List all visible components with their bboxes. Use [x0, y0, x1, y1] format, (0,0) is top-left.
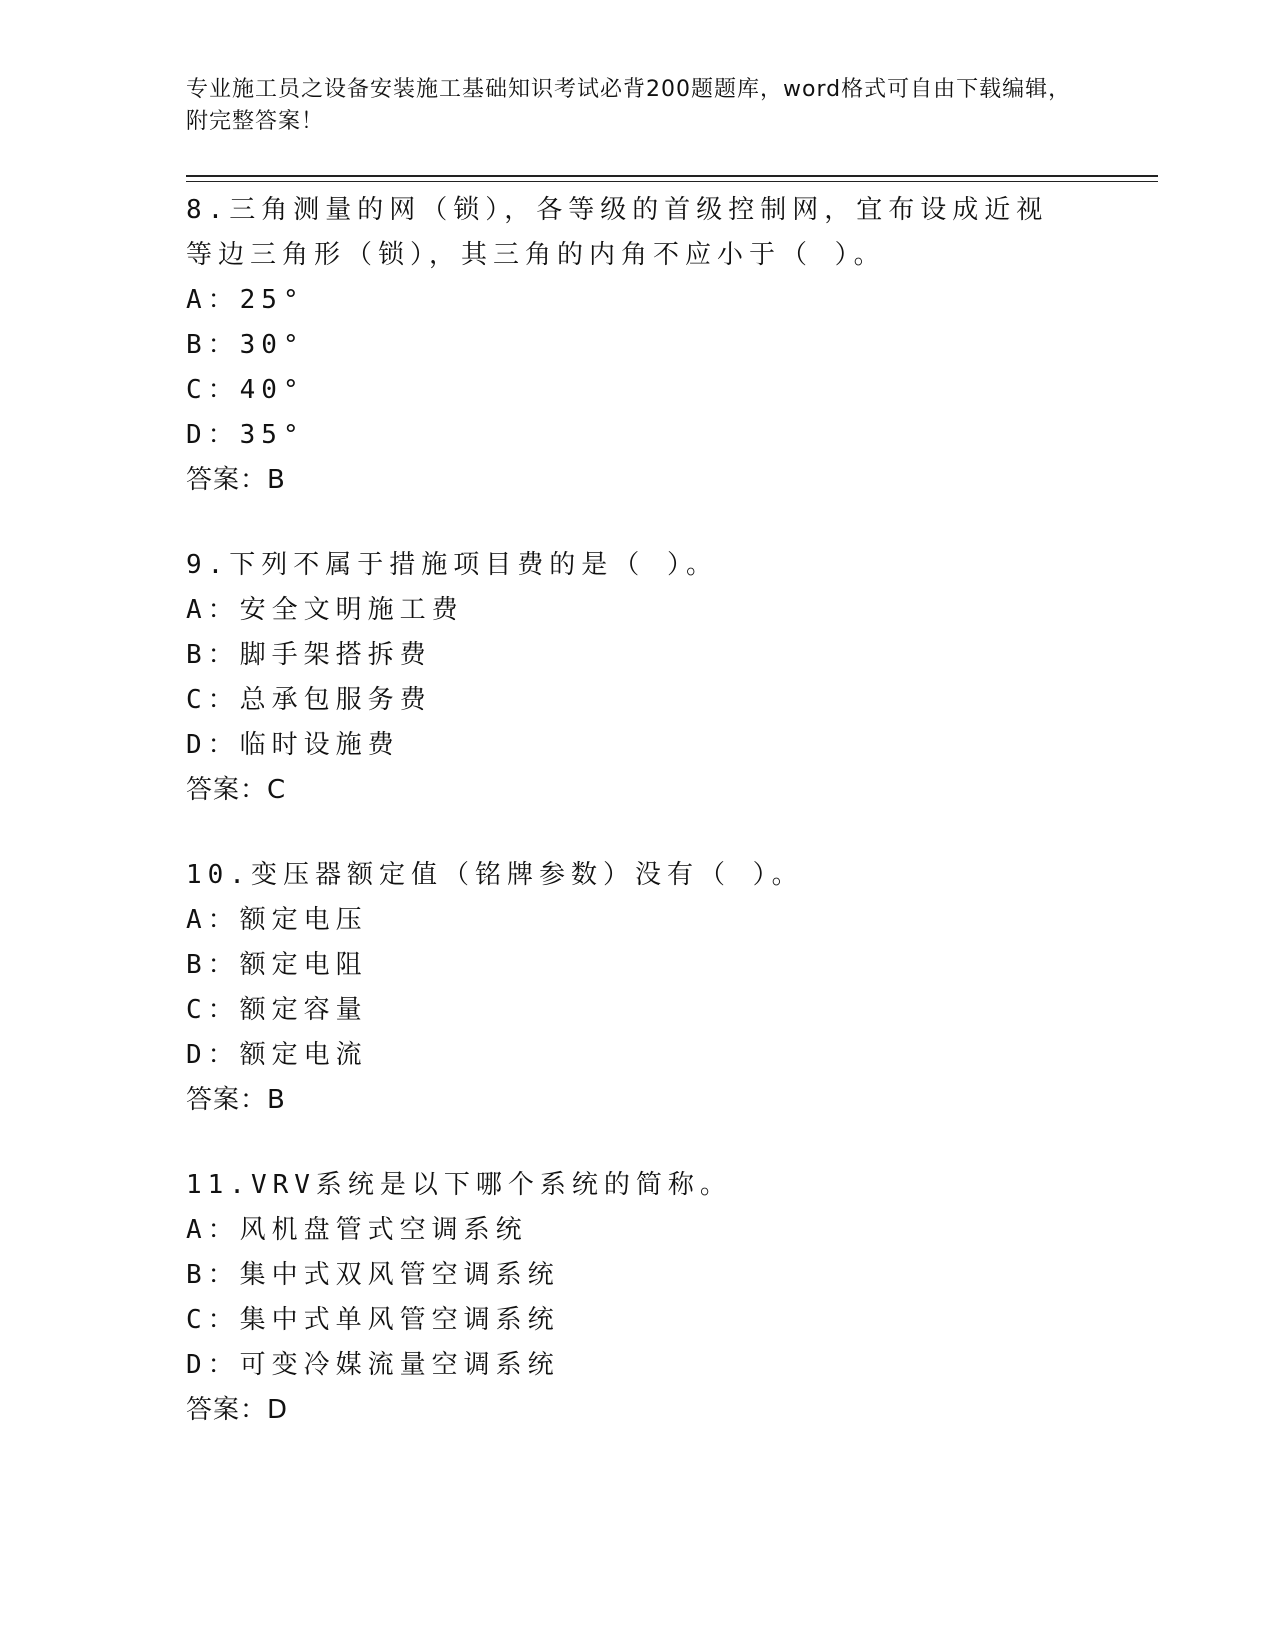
option-c: C：额定容量 — [186, 995, 368, 1025]
option-b: B：30° — [186, 330, 305, 360]
question-stem: 11.VRV系统是以下哪个系统的简称。 — [186, 1170, 732, 1200]
question-10 — [186, 853, 1076, 1123]
question-11 — [186, 1163, 1076, 1433]
question-stem: 10.变压器额定值（铭牌参数）没有（ ）。 — [186, 860, 804, 890]
answer-line: 答案：C — [186, 775, 287, 805]
answer-line: 答案：D — [186, 1395, 289, 1425]
option-d: D：35° — [186, 420, 305, 450]
option-d: D：可变冷媒流量空调系统 — [186, 1350, 560, 1380]
option-c: C：总承包服务费 — [186, 685, 432, 715]
option-b: B：集中式双风管空调系统 — [186, 1260, 560, 1290]
question-8 — [186, 188, 1076, 503]
question-stem: 9.下列不属于措施项目费的是（ ）。 — [186, 550, 718, 580]
option-a: A：额定电压 — [186, 905, 368, 935]
option-a: A：25° — [186, 285, 305, 315]
option-c: C：集中式单风管空调系统 — [186, 1305, 560, 1335]
option-b: B：额定电阻 — [186, 950, 368, 980]
option-d: D：临时设施费 — [186, 730, 400, 760]
header-divider-thin — [186, 181, 1158, 182]
header-divider-thick — [186, 175, 1158, 177]
option-c: C：40° — [186, 375, 305, 405]
question-list — [186, 188, 1076, 1473]
answer-line: 答案：B — [186, 1085, 286, 1115]
option-b: B：脚手架搭拆费 — [186, 640, 432, 670]
question-9 — [186, 543, 1076, 813]
answer-line: 答案：B — [186, 465, 286, 495]
question-stem: 8.三角测量的网（锁），各等级的首级控制网，宜布设成近视等边三角形（锁），其三角的内角不应小于（ ）。 — [186, 195, 1049, 270]
document-header: 专业施工员之设备安装施工基础知识考试必背200题题库，word格式可自由下载编辑，附完整答案！ — [186, 77, 1072, 134]
option-a: A：风机盘管式空调系统 — [186, 1215, 528, 1245]
option-d: D：额定电流 — [186, 1040, 368, 1070]
option-a: A：安全文明施工费 — [186, 595, 464, 625]
